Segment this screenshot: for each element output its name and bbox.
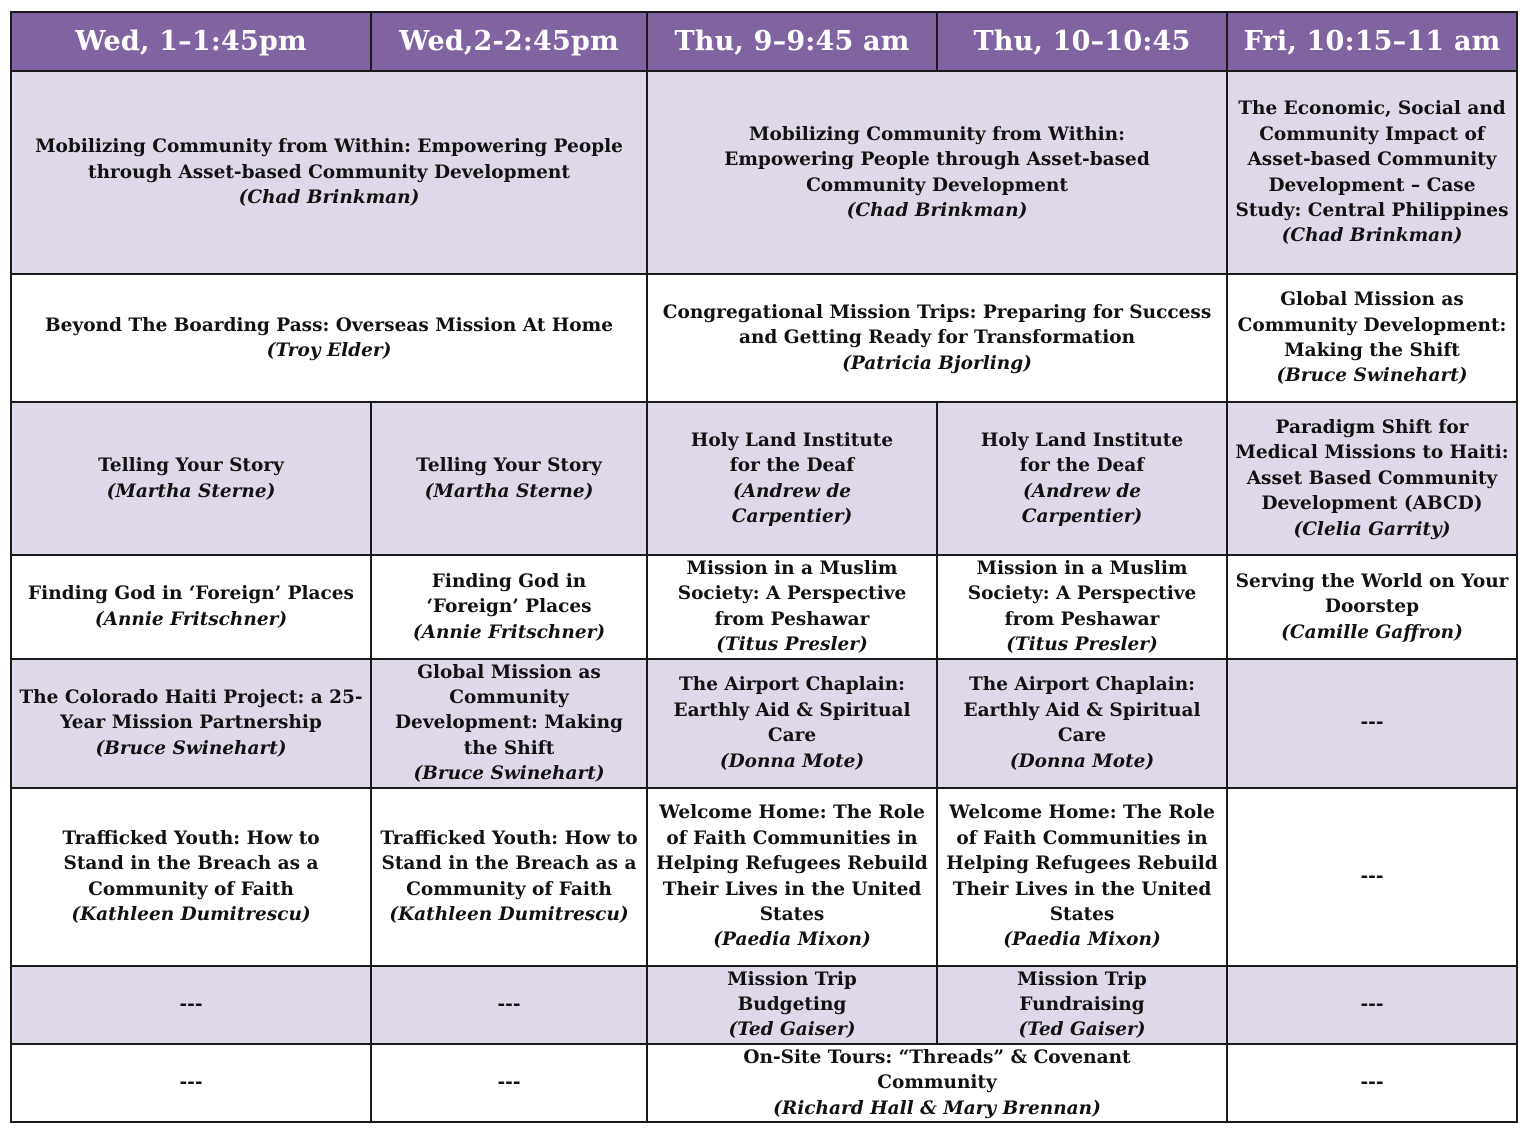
header-row — [11, 12, 1517, 71]
session-presenter: (Ted Gaiser) — [1018, 1019, 1146, 1041]
session-title: Mobilizing Community from Within: Empowering People through Asset-based Community Development — [35, 136, 623, 183]
session-presenter: (Paedia Mixon) — [1003, 929, 1161, 951]
header-thu-9am: Thu, 9–9:45 am — [647, 12, 937, 71]
session-presenter: (Paedia Mixon) — [713, 929, 871, 951]
session-title: Beyond The Boarding Pass: Overseas Mission At Home — [45, 314, 613, 336]
empty-placeholder: --- — [179, 1072, 203, 1094]
session-cell — [647, 555, 937, 659]
session-title: On-Site Tours: “Threads” & Covenant Community — [743, 1046, 1131, 1094]
session-cell — [1227, 274, 1517, 402]
session-cell — [1227, 71, 1517, 274]
session-title: Telling Your Story — [98, 455, 284, 477]
session-title: Holy Land Institute for the Deaf — [690, 429, 894, 477]
empty-placeholder: --- — [1360, 712, 1384, 734]
session-title: The Airport Chaplain: Earthly Aid & Spiritual Care — [673, 674, 911, 747]
session-title: Congregational Mission Trips: Preparing for Success and Getting Ready for Transformation — [662, 301, 1212, 349]
session-title: Trafficked Youth: How to Stand in the Breach as a Community of Faith — [62, 827, 320, 900]
session-cell — [1227, 402, 1517, 555]
session-title: Global Mission as Community Development: Making the Shift — [395, 661, 623, 759]
session-presenter: (Patricia Bjorling) — [842, 352, 1032, 374]
session-title: Mission in a Muslim Society: A Perspective from Peshawar — [677, 558, 907, 630]
empty-placeholder: --- — [1360, 994, 1384, 1016]
session-cell — [647, 402, 937, 555]
session-title: The Airport Chaplain: Earthly Aid & Spiritual Care — [963, 674, 1201, 747]
session-cell — [371, 555, 647, 659]
session-title: Mission Trip Budgeting — [727, 968, 857, 1016]
session-cell — [371, 659, 647, 788]
session-title: Welcome Home: The Role of Faith Communities in Helping Refugees Rebuild Their Lives in the United States — [656, 802, 928, 926]
session-title: Welcome Home: The Role of Faith Communities in Helping Refugees Rebuild Their Lives in the United States — [946, 802, 1218, 926]
session-title: Trafficked Youth: How to Stand in the Breach as a Community of Faith — [380, 827, 638, 900]
session-title: Serving the World on Your Doorstep — [1235, 570, 1509, 618]
session-presenter: (Richard Hall & Mary Brennan) — [773, 1097, 1101, 1119]
session-presenter: (Chad Brinkman) — [846, 199, 1028, 221]
session-title: The Colorado Haiti Project: a 25-Year Mission Partnership — [19, 687, 363, 734]
schedule-row — [11, 274, 1517, 402]
session-cell — [11, 71, 647, 274]
session-title: Paradigm Shift for Medical Missions to Haiti: Asset Based Community Development (ABCD) — [1235, 416, 1509, 515]
header-fri-1015am: Fri, 10:15–11 am — [1227, 12, 1517, 71]
session-presenter: (Bruce Swinehart) — [1276, 365, 1468, 387]
session-presenter: (Kathleen Dumitrescu) — [389, 904, 629, 926]
session-presenter: (Kathleen Dumitrescu) — [71, 904, 311, 926]
empty-session-cell — [1227, 659, 1517, 788]
session-presenter: (Chad Brinkman) — [238, 187, 420, 209]
session-cell — [11, 788, 371, 966]
session-presenter: (Martha Sterne) — [424, 480, 594, 502]
schedule-row — [11, 659, 1517, 788]
session-title: Finding God in ‘Foreign’ Places — [426, 570, 592, 618]
session-cell — [11, 402, 371, 555]
session-presenter: (Chad Brinkman) — [1281, 225, 1463, 247]
empty-placeholder: --- — [1360, 1072, 1384, 1094]
session-cell — [11, 274, 647, 402]
session-title: Mission in a Muslim Society: A Perspective from Peshawar — [967, 558, 1197, 630]
session-cell — [937, 659, 1227, 788]
schedule-row — [11, 966, 1517, 1044]
empty-session-cell — [1227, 788, 1517, 966]
empty-placeholder: --- — [1360, 865, 1384, 887]
session-cell — [647, 966, 937, 1044]
schedule-row — [11, 1044, 1517, 1122]
session-title: Mission Trip Fundraising — [1017, 968, 1147, 1016]
session-presenter: (Camille Gaffron) — [1281, 621, 1463, 643]
session-cell — [11, 555, 371, 659]
empty-session-cell — [11, 1044, 371, 1122]
session-presenter: (Andrew de Carpentier) — [731, 480, 853, 527]
workshop-schedule-table — [10, 11, 1518, 1123]
session-presenter: (Donna Mote) — [1009, 750, 1155, 772]
session-title: Holy Land Institute for the Deaf — [980, 429, 1184, 477]
session-presenter: (Bruce Swinehart) — [413, 763, 605, 785]
schedule-row — [11, 788, 1517, 966]
schedule-row — [11, 402, 1517, 555]
session-title: The Economic, Social and Community Impact of Asset-based Community Development – Case Study: Central Philippines — [1235, 98, 1509, 221]
session-presenter: (Annie Fritschner) — [94, 608, 288, 630]
schedule-row — [11, 555, 1517, 659]
session-cell — [647, 274, 1227, 402]
session-cell — [1227, 555, 1517, 659]
empty-session-cell — [11, 966, 371, 1044]
empty-session-cell — [371, 1044, 647, 1122]
session-cell — [937, 555, 1227, 659]
header-wed-2pm: Wed,2-2:45pm — [371, 12, 647, 71]
header-wed-1pm: Wed, 1–1:45pm — [11, 12, 371, 71]
session-presenter: (Titus Presler) — [1006, 634, 1158, 656]
session-cell — [11, 659, 371, 788]
session-presenter: (Clelia Garrity) — [1293, 518, 1451, 540]
schedule-row — [11, 71, 1517, 274]
session-presenter: (Annie Fritschner) — [412, 621, 606, 643]
empty-placeholder: --- — [497, 994, 521, 1016]
session-title: Telling Your Story — [416, 455, 602, 477]
session-cell — [647, 659, 937, 788]
session-cell — [647, 1044, 1227, 1122]
empty-session-cell — [1227, 1044, 1517, 1122]
session-presenter: (Bruce Swinehart) — [95, 737, 287, 759]
session-presenter: (Martha Sterne) — [106, 480, 276, 502]
empty-session-cell — [1227, 966, 1517, 1044]
session-cell — [647, 71, 1227, 274]
session-presenter: (Andrew de Carpentier) — [1021, 480, 1143, 527]
session-cell — [937, 402, 1227, 555]
session-presenter: (Donna Mote) — [719, 750, 865, 772]
session-cell — [937, 788, 1227, 966]
session-presenter: (Titus Presler) — [716, 634, 868, 656]
empty-placeholder: --- — [497, 1072, 521, 1094]
header-thu-10am: Thu, 10–10:45 — [937, 12, 1227, 71]
session-title: Finding God in ‘Foreign’ Places — [28, 583, 354, 605]
session-cell — [371, 788, 647, 966]
empty-session-cell — [371, 966, 647, 1044]
session-presenter: (Troy Elder) — [266, 340, 392, 361]
empty-placeholder: --- — [179, 994, 203, 1016]
session-title: Global Mission as Community Development: Making the Shift — [1237, 289, 1507, 361]
session-cell — [647, 788, 937, 966]
session-title: Mobilizing Community from Within: Empowering People through Asset-based Community Development — [724, 123, 1150, 196]
session-cell — [371, 402, 647, 555]
session-cell — [937, 966, 1227, 1044]
session-presenter: (Ted Gaiser) — [728, 1019, 856, 1041]
